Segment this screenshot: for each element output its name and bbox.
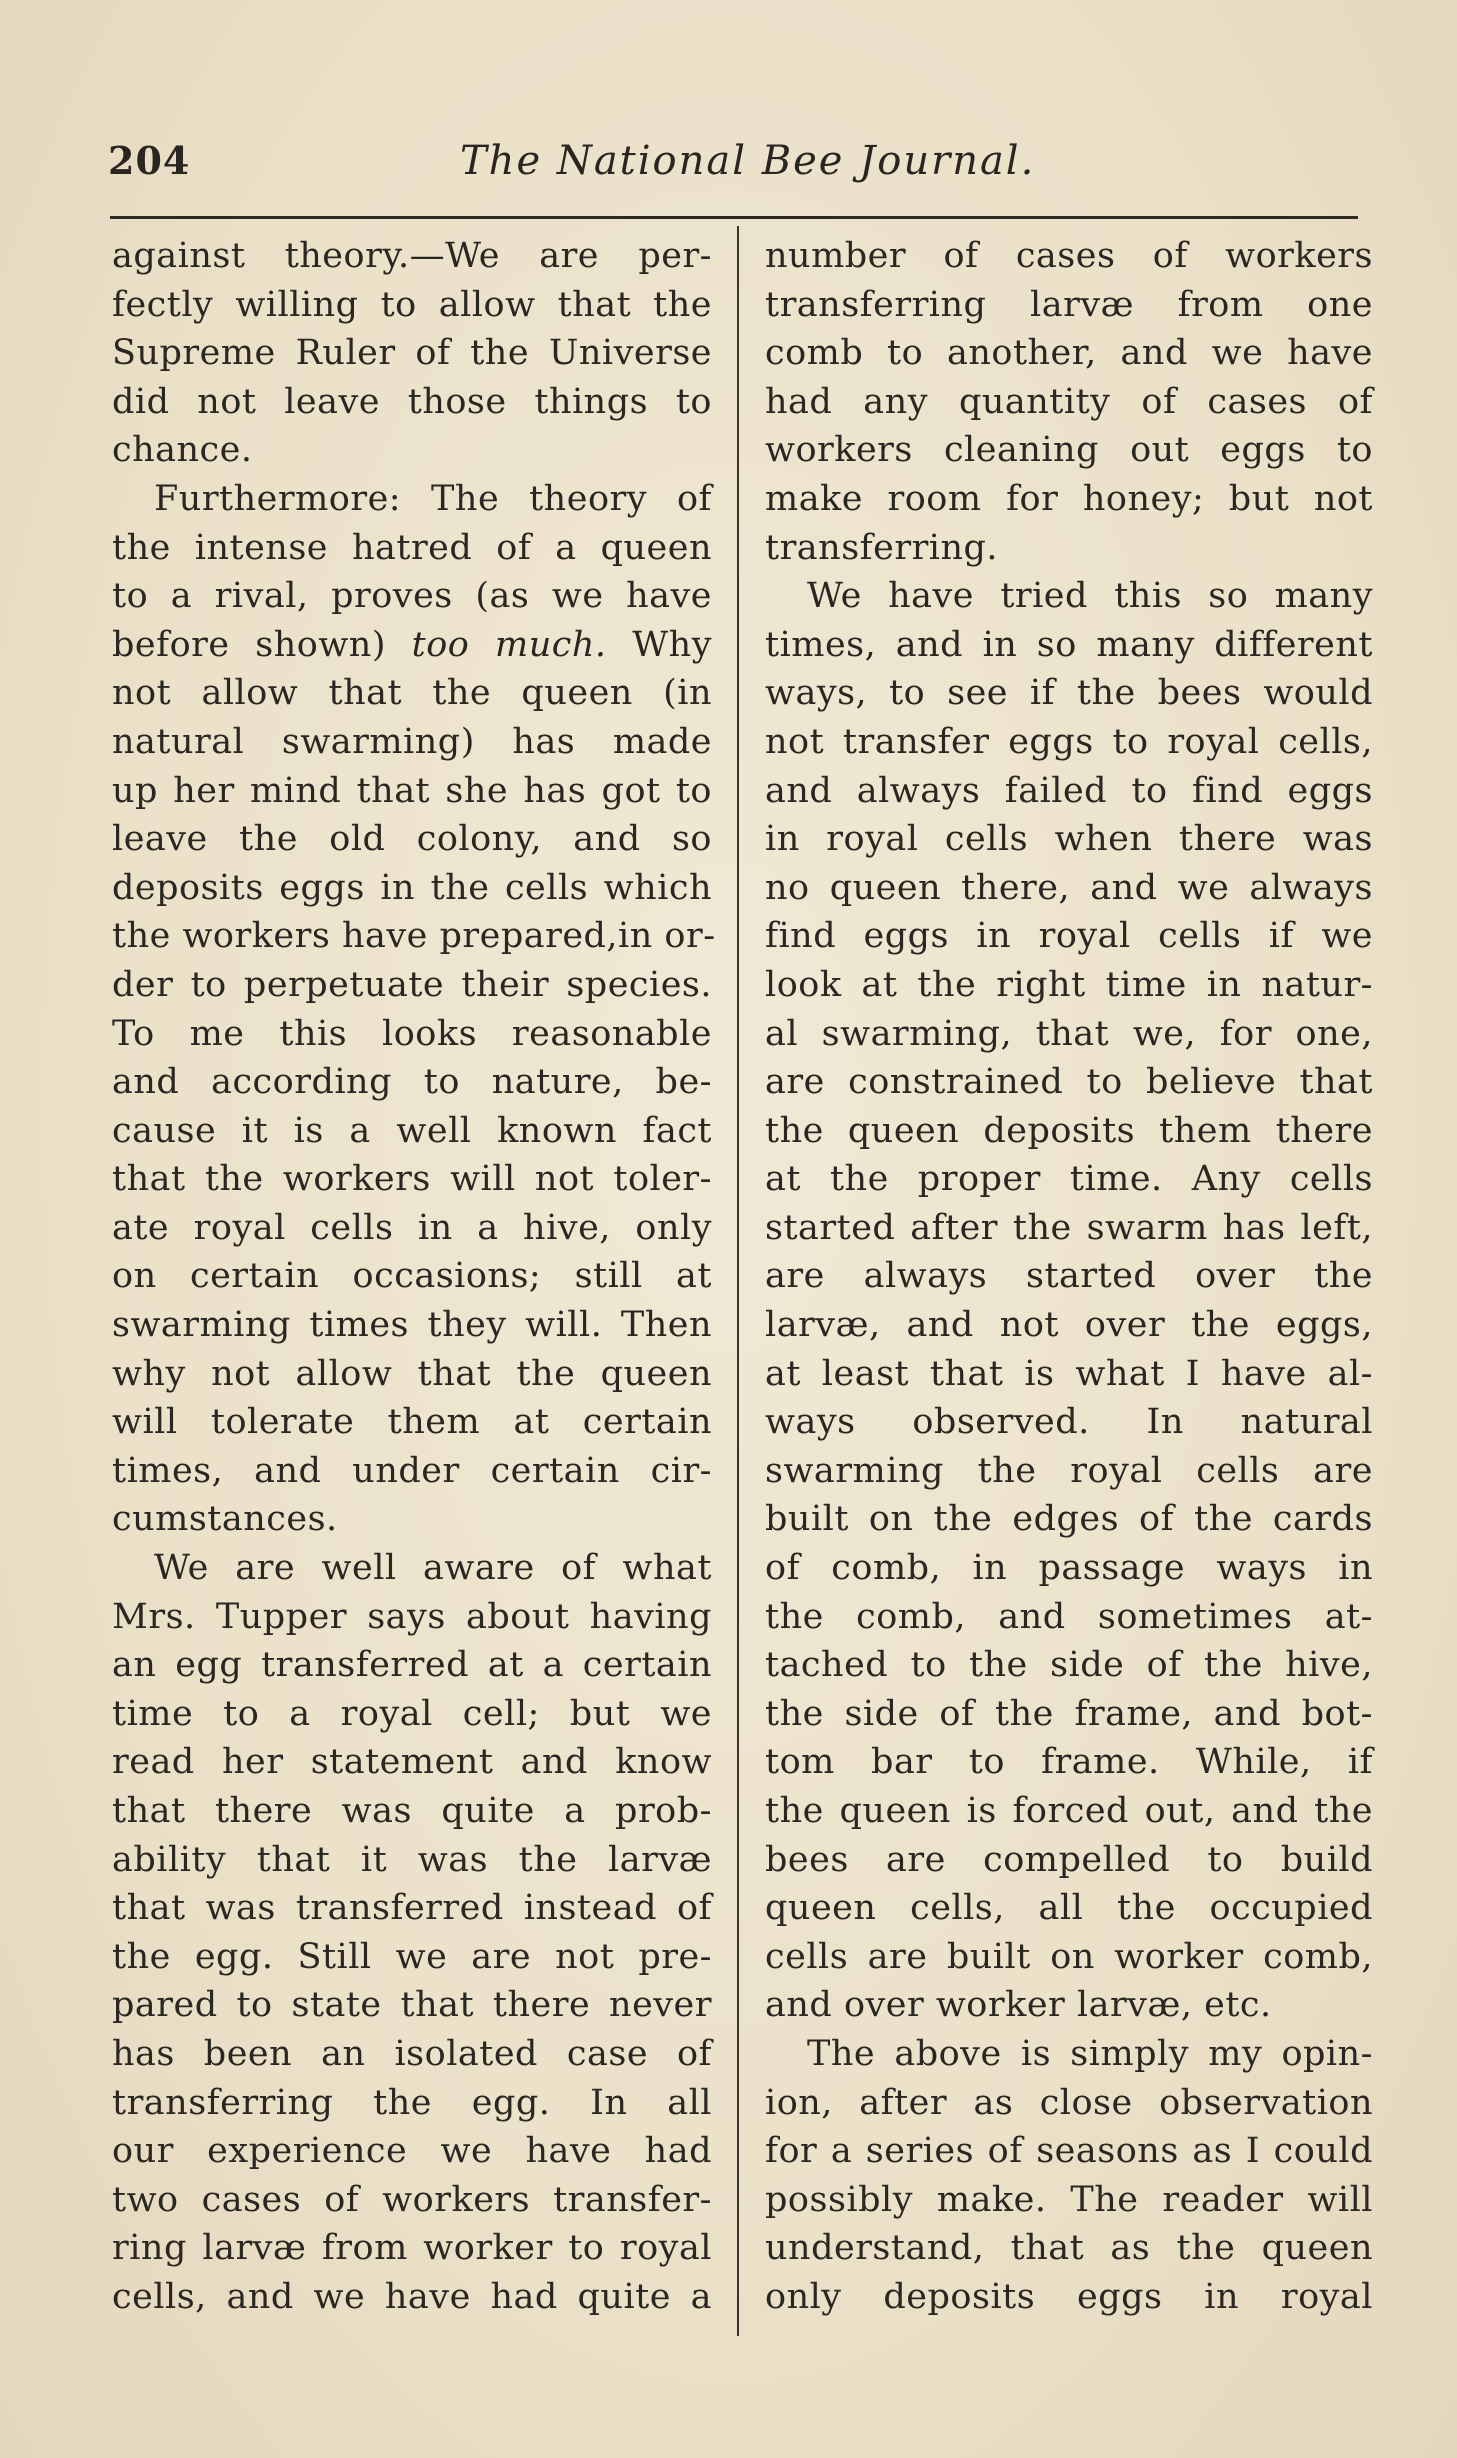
text-line: chance.: [112, 430, 253, 471]
text-line: larvæ, and not over the eggs,: [765, 1305, 1373, 1346]
left-column: [112, 232, 716, 2322]
emphasis-text: too much.: [411, 624, 607, 665]
running-title: The National Bee Journal.: [460, 138, 1036, 184]
text-line: deposits eggs in the cells which: [112, 867, 712, 908]
text-line: against theory.—We are per-: [112, 236, 712, 276]
text-line: natural swarming) has made: [112, 721, 712, 762]
text-line: and over worker larvæ, etc.: [765, 1985, 1272, 2026]
text-line: the side of the frame, and bot-: [765, 1693, 1373, 1734]
text-line: We are well aware of what: [154, 1548, 712, 1589]
text-line: not allow that the queen (in: [112, 673, 712, 714]
header-rule: [110, 216, 1358, 219]
column-divider: [737, 226, 739, 2336]
text-line: built on the edges of the cards: [765, 1499, 1373, 1540]
text-line: to a rival, proves (as we have: [112, 576, 712, 617]
text-line: leave the old colony, and so: [112, 819, 712, 860]
text-line: are constrained to believe that: [765, 1062, 1373, 1103]
text-line: transferring larvæ from one: [765, 284, 1373, 325]
text-line: We have tried this so many: [807, 576, 1373, 617]
text-segment: before shown): [112, 624, 412, 665]
text-line: the queen is forced out, and the: [765, 1791, 1373, 1831]
text-line: transferring.: [765, 527, 999, 568]
text-line: at the proper time. Any cells: [765, 1159, 1373, 1200]
text-line: and according to nature, be-: [112, 1062, 712, 1103]
text-line: will tolerate them at certain: [112, 1402, 712, 1443]
text-line: cumstances.: [112, 1499, 338, 1540]
text-line: started after the swarm has left,: [765, 1207, 1373, 1248]
text-line: understand, that as the queen: [765, 2228, 1373, 2269]
text-line: our experience we have had: [112, 2131, 712, 2172]
text-line: the egg. Still we are not pre-: [112, 1936, 712, 1977]
text-line: Supreme Ruler of the Universe: [112, 333, 712, 374]
text-line: times, and under certain cir-: [112, 1450, 712, 1491]
text-line: pared to state that there never: [112, 1985, 712, 2026]
text-line: not transfer eggs to royal cells,: [765, 721, 1373, 762]
text-line: time to a royal cell; but we: [112, 1693, 712, 1734]
text-line: ring larvæ from worker to royal: [112, 2228, 712, 2269]
text-line: transferring the egg. In all: [112, 2082, 712, 2123]
text-line: possibly make. The reader will: [765, 2179, 1373, 2220]
text-line: cells, and we have had quite a: [112, 2276, 712, 2317]
text-line: number of cases of workers: [765, 236, 1373, 276]
text-line: ways observed. In natural: [765, 1402, 1373, 1443]
text-line: look at the right time in natur-: [765, 964, 1373, 1005]
text-line: swarming times they will. Then: [112, 1305, 712, 1346]
text-line: To me this looks reasonable: [112, 1013, 712, 1054]
right-column: [765, 232, 1373, 2322]
page-header: [108, 138, 1352, 198]
text-line: an egg transferred at a certain: [112, 1645, 712, 1686]
text-line: Mrs. Tupper says about having: [112, 1596, 712, 1637]
text-line: why not allow that the queen: [112, 1353, 712, 1394]
text-line: only deposits eggs in royal: [765, 2276, 1373, 2317]
text-line: at least that is what I have al-: [765, 1353, 1373, 1394]
text-line-with-emphasis: [112, 621, 712, 670]
text-line: the intense hatred of a queen: [112, 527, 712, 568]
text-line: fectly willing to allow that the: [112, 284, 712, 325]
text-line: of comb, in passage ways in: [765, 1548, 1373, 1589]
text-line: for a series of seasons as I could: [765, 2131, 1373, 2172]
text-line: ways, to see if the bees would: [765, 673, 1373, 714]
text-line: workers cleaning out eggs to: [765, 430, 1373, 471]
text-line: comb to another, and we have: [765, 333, 1373, 374]
text-line: tached to the side of the hive,: [765, 1645, 1373, 1686]
text-line: al swarming, that we, for one,: [765, 1013, 1373, 1054]
text-line: are always started over the: [765, 1256, 1373, 1297]
text-line: and always failed to find eggs: [765, 770, 1373, 811]
text-line: on certain occasions; still at: [112, 1256, 712, 1297]
text-line: tom bar to frame. While, if: [765, 1742, 1373, 1783]
text-line: make room for honey; but not: [765, 478, 1373, 519]
text-line: no queen there, and we always: [765, 867, 1373, 908]
text-line: swarming the royal cells are: [765, 1450, 1373, 1491]
text-line: find eggs in royal cells if we: [765, 916, 1373, 957]
text-line: that there was quite a prob-: [112, 1791, 712, 1831]
text-line: the comb, and sometimes at-: [765, 1596, 1373, 1637]
text-line: bees are compelled to build: [765, 1839, 1373, 1880]
text-line: The above is simply my opin-: [807, 2033, 1373, 2074]
text-line: ate royal cells in a hive, only: [112, 1207, 712, 1248]
text-line: der to perpetuate their species.: [112, 964, 712, 1005]
text-line: in royal cells when there was: [765, 819, 1373, 860]
text-line: ion, after as close observation: [765, 2082, 1373, 2123]
text-line: cause it is a well known fact: [112, 1110, 712, 1151]
text-line: cells are built on worker comb,: [765, 1936, 1373, 1977]
text-line: ability that it was the larvæ: [112, 1839, 712, 1880]
text-line: queen cells, all the occupied: [765, 1888, 1373, 1929]
text-line: did not leave those things to: [112, 381, 712, 422]
text-line: two cases of workers transfer-: [112, 2179, 712, 2220]
text-line: times, and in so many different: [765, 624, 1373, 665]
page-number: 204: [108, 138, 191, 183]
text-line: has been an isolated case of: [112, 2033, 712, 2074]
text-line: the queen deposits them there: [765, 1110, 1373, 1151]
text-line: that was transferred instead of: [112, 1888, 712, 1929]
text-segment: Why: [606, 624, 712, 665]
text-line: had any quantity of cases of: [765, 381, 1373, 422]
text-line: that the workers will not toler-: [112, 1159, 712, 1200]
text-line: the workers have prepared,in or-: [112, 916, 716, 957]
text-line: up her mind that she has got to: [112, 770, 712, 811]
text-line: Furthermore: The theory of: [154, 478, 712, 519]
text-line: read her statement and know: [112, 1742, 712, 1783]
